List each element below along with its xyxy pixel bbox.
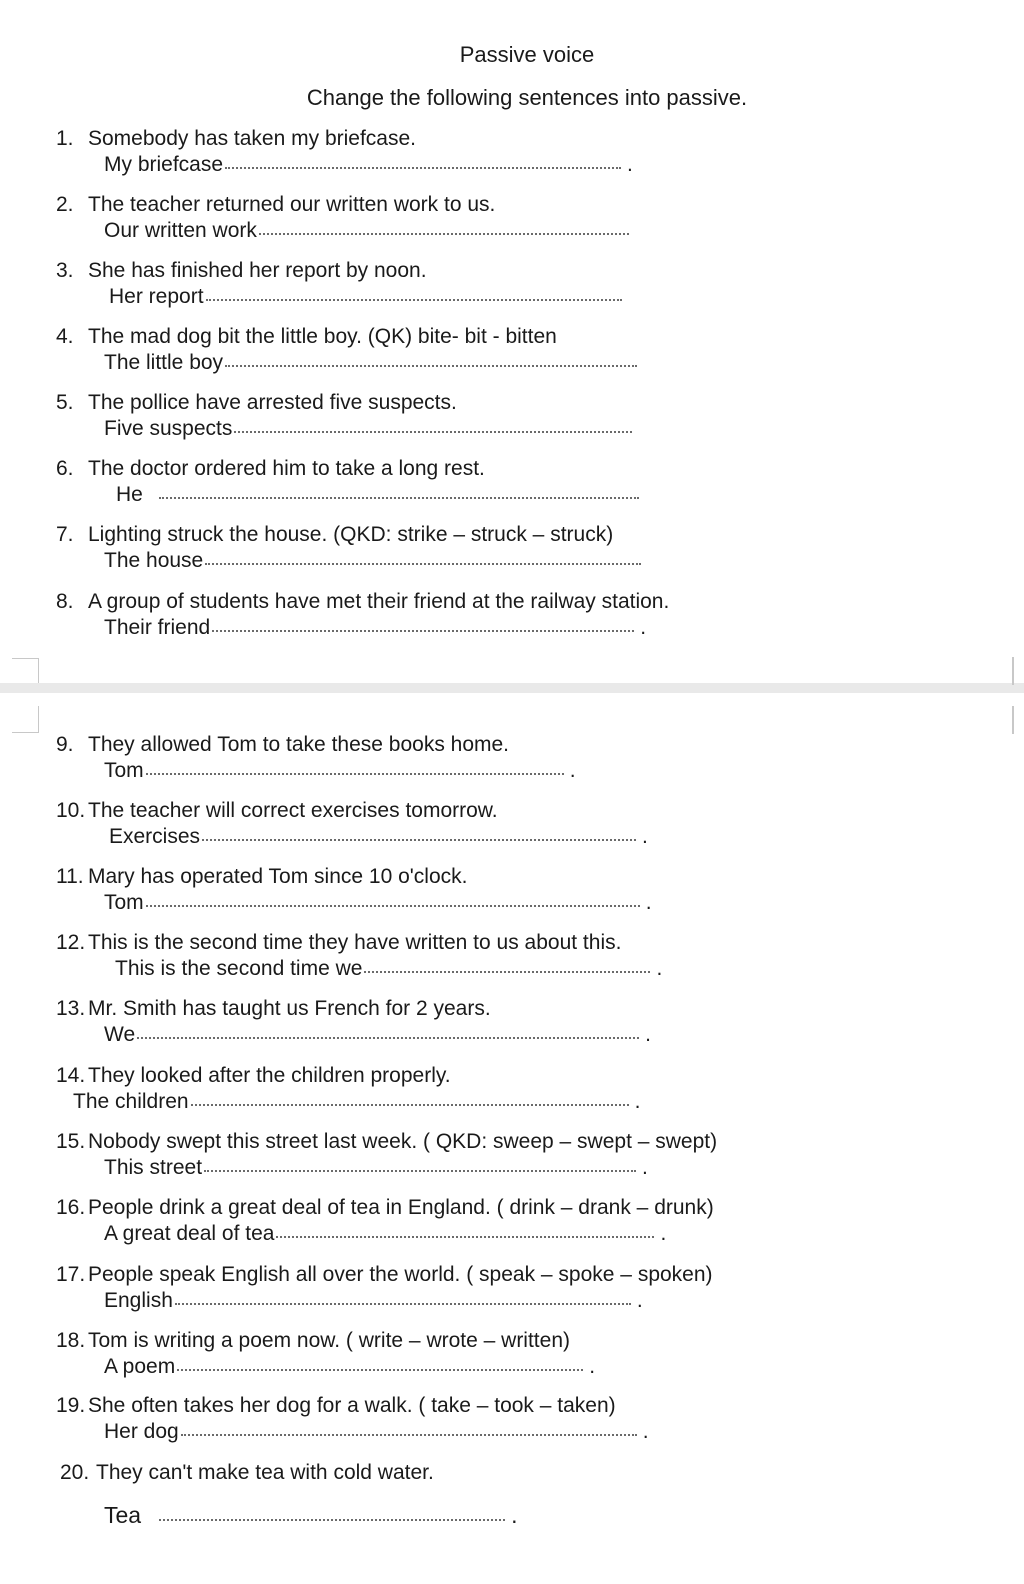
page-title: Passive voice — [459, 42, 595, 67]
answer-prompt: The children — [73, 1090, 189, 1113]
exercise-sentence — [56, 930, 776, 956]
exercise-item — [56, 126, 776, 178]
item-number: 2. — [56, 193, 74, 216]
answer-prompt: Tea — [104, 1502, 142, 1528]
item-number: 8. — [56, 590, 74, 613]
exercise-item — [56, 456, 776, 508]
exercise-item — [56, 732, 776, 784]
exercise-item — [56, 192, 776, 244]
answer-line: A poem . — [104, 1355, 596, 1378]
exercise-sentence — [56, 456, 776, 482]
item-number: 15. — [56, 1130, 86, 1153]
item-number: 5. — [56, 391, 74, 414]
exercise-item — [56, 522, 776, 574]
exercise-sentence — [56, 589, 776, 615]
sentence-text: They can't make tea with cold water. — [96, 1461, 434, 1484]
answer-line: Tom . — [104, 759, 576, 782]
answer-prompt: This street — [104, 1156, 203, 1179]
exercise-item — [60, 1460, 780, 1528]
answer-line: English . — [104, 1289, 643, 1312]
answer-blank[interactable] — [364, 969, 650, 973]
answer-prompt: English — [104, 1289, 173, 1312]
answer-line: Tea . — [104, 1502, 518, 1528]
sentence-text: Nobody swept this street last week. ( QKD: sweep – swept – swept) — [88, 1130, 718, 1153]
answer-line: My briefcase . — [104, 153, 633, 176]
exercise-sentence — [56, 258, 776, 284]
exercise-item — [56, 1393, 776, 1445]
exercise-item — [56, 1195, 776, 1247]
exercise-sentence — [56, 1262, 776, 1288]
item-number: 7. — [56, 523, 74, 546]
answer-prompt: Her dog — [104, 1420, 179, 1443]
item-number: 20. — [60, 1461, 90, 1484]
answer-blank[interactable] — [204, 1168, 636, 1172]
sentence-text: The pollice have arrested five suspects. — [88, 391, 457, 414]
item-number: 16. — [56, 1196, 86, 1219]
item-number: 10. — [56, 799, 86, 822]
exercise-sentence — [56, 732, 776, 758]
exercise-item — [56, 258, 776, 310]
exercise-sentence — [56, 1328, 776, 1354]
answer-prompt: This is the second time we — [115, 957, 363, 980]
item-number: 12. — [56, 931, 86, 954]
answer-line: The children . — [73, 1090, 641, 1113]
answer-prompt: Exercises — [109, 825, 201, 848]
answer-prompt: A great deal of tea — [104, 1222, 275, 1245]
sentence-text: The doctor ordered him to take a long rest. — [88, 457, 485, 480]
answer-blank[interactable] — [225, 165, 621, 169]
exercise-sentence — [56, 1129, 776, 1155]
sentence-text: They allowed Tom to take these books home. — [88, 733, 510, 756]
exercise-sentence — [56, 192, 776, 218]
answer-prompt: The little boy — [104, 351, 224, 374]
item-number: 6. — [56, 457, 74, 480]
exercise-item — [56, 324, 776, 376]
exercise-sentence — [56, 126, 776, 152]
sentence-text: She often takes her dog for a walk. ( take – took – taken) — [88, 1394, 616, 1417]
answer-blank[interactable] — [177, 1367, 583, 1371]
sentence-text: People drink a great deal of tea in England. ( drink – drank – drunk) — [88, 1196, 714, 1219]
item-number: 9. — [56, 733, 74, 756]
exercise-item — [56, 390, 776, 442]
answer-prompt: My briefcase — [104, 153, 224, 176]
answer-prompt: The house — [104, 549, 204, 572]
answer-blank[interactable] — [181, 1432, 637, 1436]
answer-line: Her dog . — [104, 1420, 649, 1443]
exercise-item — [56, 1063, 776, 1115]
answer-blank[interactable] — [159, 1517, 505, 1521]
exercise-item — [56, 864, 776, 916]
answer-blank[interactable] — [146, 903, 640, 907]
answer-line: A great deal of tea . — [104, 1222, 667, 1245]
answer-blank[interactable] — [206, 297, 622, 301]
answer-blank[interactable] — [146, 771, 564, 775]
item-number: 13. — [56, 997, 86, 1020]
item-number: 14. — [56, 1064, 86, 1087]
answer-prompt: A poem — [104, 1355, 176, 1378]
answer-line — [56, 416, 776, 442]
item-number: 1. — [56, 127, 74, 150]
answer-blank[interactable] — [202, 837, 636, 841]
answer-prompt: Tom — [104, 891, 144, 914]
item-number: 17. — [56, 1263, 86, 1286]
sentence-text: People speak English all over the world. ( speak – spoke – spoken) — [88, 1263, 713, 1286]
answer-prompt: Their friend — [104, 616, 211, 639]
answer-line — [56, 548, 776, 574]
exercise-sentence — [56, 996, 776, 1022]
answer-line — [56, 350, 776, 376]
answer-blank[interactable] — [159, 495, 639, 499]
exercise-sentence — [56, 1393, 776, 1419]
item-number: 18. — [56, 1329, 86, 1352]
answer-prompt: Tom — [104, 759, 144, 782]
sentence-text: The mad dog bit the little boy. (QK) bite- bit - bitten — [88, 325, 557, 348]
answer-prompt: Her report — [109, 285, 204, 308]
answer-prompt: We — [104, 1023, 136, 1046]
sentence-text: Mr. Smith has taught us French for 2 years. — [88, 997, 491, 1020]
item-number: 3. — [56, 259, 74, 282]
answer-prompt: Five suspects — [104, 417, 233, 440]
sentence-text: Tom is writing a poem now. ( write – wrote – written) — [88, 1329, 570, 1352]
sentence-text: They looked after the children properly. — [88, 1064, 451, 1087]
sentence-text: The teacher will correct exercises tomorrow. — [88, 799, 498, 822]
answer-blank[interactable] — [191, 1102, 629, 1106]
sentence-text: Somebody has taken my briefcase. — [88, 127, 417, 150]
page-corner-mark — [12, 658, 39, 685]
answer-line: Their friend . — [104, 616, 647, 639]
exercise-item — [56, 930, 776, 982]
exercise-sentence — [56, 1195, 776, 1221]
answer-line: Exercises . — [109, 825, 648, 848]
answer-blank[interactable] — [175, 1301, 631, 1305]
answer-line: We . — [104, 1023, 651, 1046]
sentence-text: Mary has operated Tom since 10 o'clock. — [88, 865, 468, 888]
answer-blank[interactable] — [225, 363, 637, 367]
exercise-item — [56, 996, 776, 1048]
answer-blank[interactable] — [234, 429, 632, 433]
answer-line — [56, 284, 776, 310]
item-number: 4. — [56, 325, 74, 348]
exercise-sentence — [56, 1063, 776, 1089]
instruction: Change the following sentences into passive. — [306, 85, 748, 110]
exercise-item — [56, 589, 776, 641]
answer-blank[interactable] — [205, 561, 641, 565]
exercise-sentence — [56, 324, 776, 350]
exercise-sentence — [60, 1460, 780, 1486]
page-edge-mark — [1012, 657, 1014, 685]
sentence-text: She has finished her report by noon. — [88, 259, 427, 282]
exercise-item — [56, 1262, 776, 1314]
page-break-divider — [0, 683, 1024, 693]
answer-line: Tom . — [104, 891, 652, 914]
exercise-sentence — [56, 522, 776, 548]
answer-blank[interactable] — [259, 231, 629, 235]
sentence-text: This is the second time they have written to us about this. — [88, 931, 622, 954]
answer-blank[interactable] — [276, 1234, 654, 1238]
exercise-item — [56, 798, 776, 850]
page-corner-mark — [12, 706, 39, 733]
item-number: 19. — [56, 1394, 86, 1417]
answer-prompt: He — [116, 483, 143, 506]
answer-line — [56, 482, 776, 508]
exercise-sentence — [56, 864, 776, 890]
answer-prompt: Our written work — [104, 219, 257, 242]
answer-blank[interactable] — [137, 1035, 639, 1039]
answer-blank[interactable] — [212, 628, 634, 632]
sentence-text: The teacher returned our written work to us. — [88, 193, 496, 216]
sentence-text: A group of students have met their friend at the railway station. — [88, 590, 670, 613]
sentence-text: Lighting struck the house. (QKD: strike – struck – struck) — [88, 523, 614, 546]
exercise-sentence — [56, 390, 776, 416]
answer-line — [56, 218, 776, 244]
exercise-item — [56, 1129, 776, 1181]
page-edge-mark — [1012, 706, 1014, 734]
exercise-item — [56, 1328, 776, 1380]
exercise-sentence — [56, 798, 776, 824]
item-number: 11. — [56, 865, 84, 888]
answer-line: This is the second time we . — [115, 957, 663, 980]
answer-line: This street . — [104, 1156, 648, 1179]
